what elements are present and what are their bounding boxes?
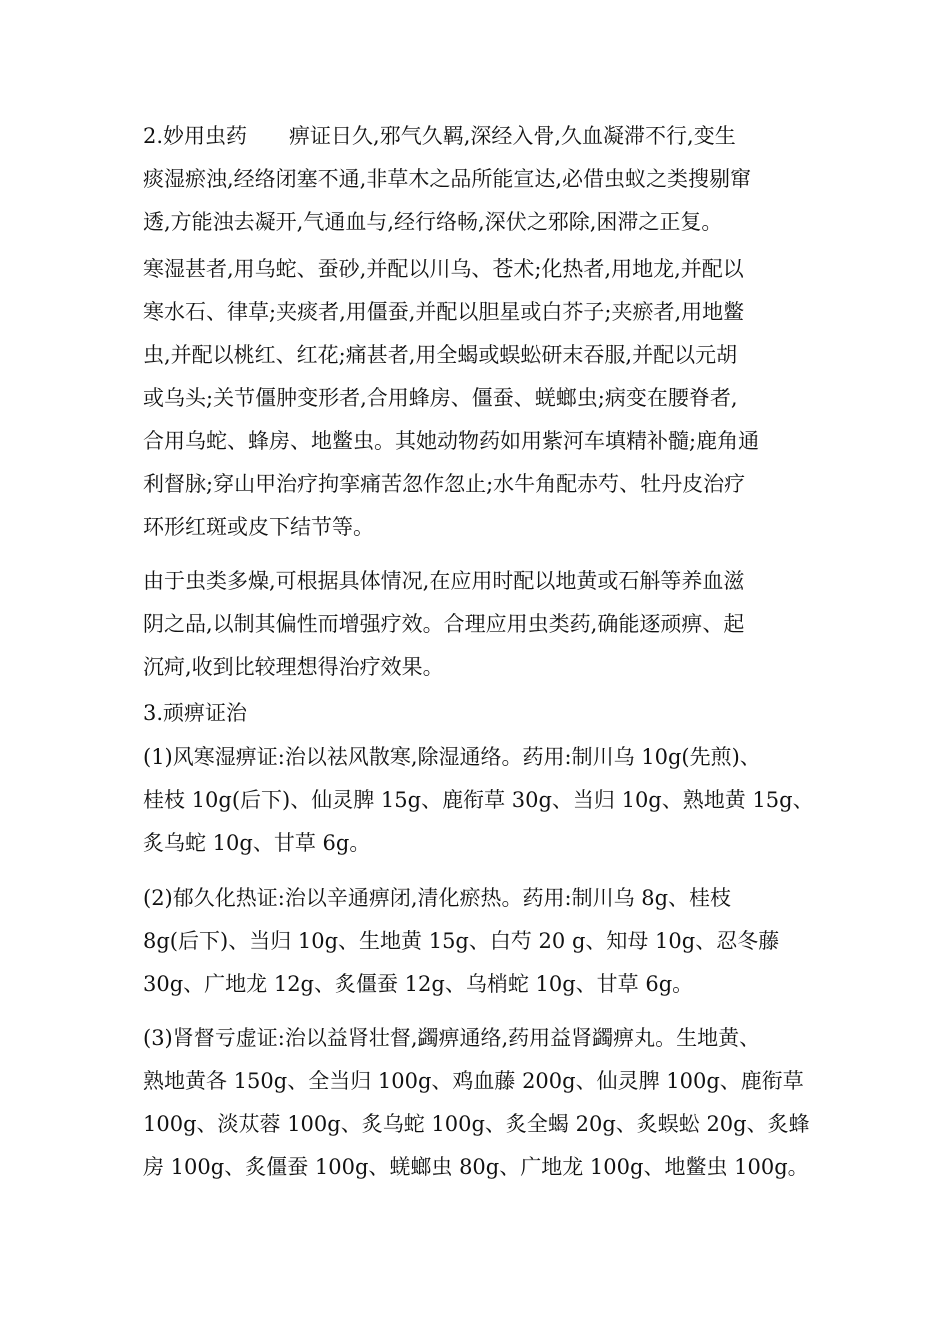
paragraph-line: 利督脉;穿山甲治疗拘挛痛苦忽作忽止;水牛角配赤芍、牡丹皮治疗 xyxy=(143,472,746,496)
paragraph-line: 熟地黄各 150g、全当归 100g、鸡血藤 200g、仙灵脾 100g、鹿衔草 xyxy=(143,1069,804,1093)
paragraph-line: (1)风寒湿痹证:治以祛风散寒,除湿通络。药用:制川乌 10g(先煎)、 xyxy=(143,745,761,769)
paragraph-line: (3)肾督亏虚证:治以益肾壮督,蠲痹通络,药用益肾蠲痹丸。生地黄、 xyxy=(143,1026,761,1050)
paragraph-shendu-kuixu xyxy=(143,1017,813,1189)
paragraph-line: 环形红斑或皮下结节等。 xyxy=(143,515,374,539)
paragraph-line: 寒水石、律草;夹痰者,用僵蚕,并配以胆星或白芥子;夹瘀者,用地鳖 xyxy=(143,300,745,324)
section-heading: 3.顽痹证治 xyxy=(143,701,248,725)
paragraph-line: 由于虫类多燥,可根据具体情况,在应用时配以地黄或石斛等养血滋 xyxy=(143,569,745,593)
paragraph-yujiu-huare xyxy=(143,877,813,1006)
paragraph-line: 房 100g、炙僵蚕 100g、蜣螂虫 80g、广地龙 100g、地鳖虫 100g。 xyxy=(143,1155,809,1179)
section-heading-wanbi-zhengzhi xyxy=(143,692,813,735)
paragraph-line: 透,方能浊去凝开,气通血与,经行络畅,深伏之邪除,困滞之正复。 xyxy=(143,210,723,234)
paragraph-line: 寒湿甚者,用乌蛇、蚕砂,并配以川乌、苍术;化热者,用地龙,并配以 xyxy=(143,257,744,281)
paragraph-line: (2)郁久化热证:治以辛通痹闭,清化瘀热。药用:制川乌 8g、桂枝 xyxy=(143,886,732,910)
paragraph-chonglei-duozao xyxy=(143,560,813,689)
paragraph-line: 痰湿瘀浊,经络闭塞不通,非草木之品所能宣达,必借虫蚁之类搜剔窜 xyxy=(143,167,752,191)
paragraph-line: 虫,并配以桃红、红花;痛甚者,用全蝎或蜈蚣研末吞服,并配以元胡 xyxy=(143,343,738,367)
paragraph-line: 沉疴,收到比较理想得治疗效果。 xyxy=(143,655,444,679)
paragraph-line: 阴之品,以制其偏性而增强疗效。合理应用虫类药,确能逐顽痹、起 xyxy=(143,612,745,636)
paragraph-line: 2.妙用虫药 痹证日久,邪气久羁,深经入骨,久血凝滞不行,变生 xyxy=(143,124,736,148)
paragraph-fenghanshi-bizheng xyxy=(143,736,813,865)
paragraph-miaoyong-chongyao xyxy=(143,115,813,244)
paragraph-line: 8g(后下)、当归 10g、生地黄 15g、白芍 20 g、知母 10g、忍冬藤 xyxy=(143,929,780,953)
paragraph-line: 100g、淡苁蓉 100g、炙乌蛇 100g、炙全蝎 20g、炙蜈蚣 20g、炙蜂 xyxy=(143,1112,810,1136)
paragraph-line: 30g、广地龙 12g、炙僵蚕 12g、乌梢蛇 10g、甘草 6g。 xyxy=(143,972,694,996)
paragraph-chonglei-yongfa xyxy=(143,248,813,549)
paragraph-line: 炙乌蛇 10g、甘草 6g。 xyxy=(143,831,371,855)
paragraph-line: 桂枝 10g(后下)、仙灵脾 15g、鹿衔草 30g、当归 10g、熟地黄 15g、 xyxy=(143,788,814,812)
paragraph-line: 合用乌蛇、蜂房、地鳖虫。其她动物药如用紫河车填精补髓;鹿角通 xyxy=(143,429,760,453)
paragraph-line: 或乌头;关节僵肿变形者,合用蜂房、僵蚕、蜣螂虫;病变在腰脊者, xyxy=(143,386,738,410)
